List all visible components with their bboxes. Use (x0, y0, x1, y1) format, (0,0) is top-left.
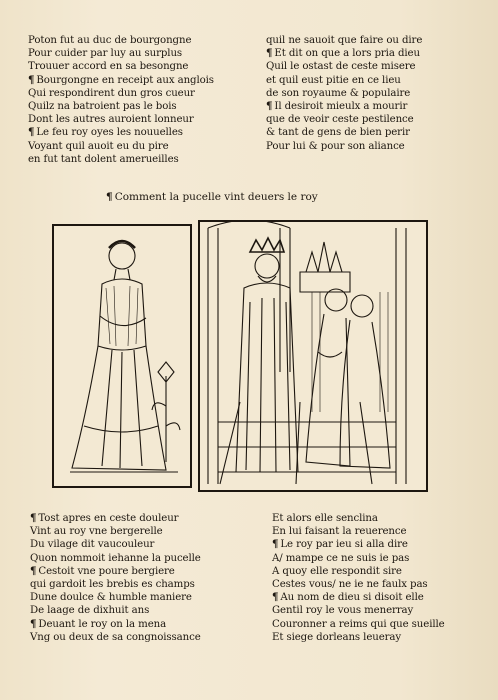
text-column-bottom-right (272, 512, 445, 644)
pilcrow-mark: ¶ (266, 100, 273, 113)
verse-line (266, 74, 422, 87)
pilcrow-mark: ¶ (266, 47, 273, 60)
text-column-top-left (28, 34, 214, 166)
verse-text: Dune doulce & humble maniere (30, 592, 192, 604)
verse-line (28, 60, 214, 73)
verse-text: Pour cuider par luy au surplus (28, 48, 183, 60)
verse-line (272, 591, 445, 604)
verse-line (28, 113, 214, 126)
woodcut-maiden (52, 224, 192, 488)
pilcrow-mark: ¶ (28, 126, 35, 139)
verse-line (30, 512, 201, 525)
verse-text: que de veoir ceste pestilence (266, 114, 414, 126)
verse-text: En lui faisant la reuerence (272, 526, 407, 538)
verse-text: Et siege dorleans leueray (272, 631, 402, 643)
pilcrow-mark: ¶ (30, 564, 37, 577)
verse-line (30, 565, 201, 578)
verse-text: en fut tant dolent amerueilles (28, 153, 179, 165)
verse-line (272, 538, 445, 551)
verse-text: de son royaume & populaire (266, 87, 411, 99)
woodcut-king-illustration (200, 222, 426, 490)
verse-line (272, 618, 445, 631)
verse-line (266, 100, 422, 113)
verse-text: Gentil roy le vous menerray (272, 605, 414, 617)
verse-line (30, 525, 201, 538)
verse-text: Voyant quil auoit eu du pire (28, 140, 169, 152)
pilcrow-mark: ¶ (272, 538, 279, 551)
pilcrow-mark: ¶ (106, 191, 113, 203)
verse-text: Le roy par ieu si alla dire (280, 539, 408, 551)
verse-line (28, 140, 214, 153)
verse-text: Quil le ostast de ceste misere (266, 61, 416, 73)
verse-line (30, 538, 201, 551)
pilcrow-mark: ¶ (28, 73, 35, 86)
verse-line (266, 34, 422, 47)
verse-text: Et dit on que a lors pria dieu (274, 48, 420, 60)
verse-text: Du vilage dit vaucouleur (30, 539, 155, 551)
verse-text: Quilz na batroient pas le bois (28, 101, 177, 113)
verse-line (272, 512, 445, 525)
verse-line (30, 591, 201, 604)
verse-text: De laage de dixhuit ans (30, 605, 150, 617)
verse-line (266, 60, 422, 73)
pilcrow-mark: ¶ (272, 591, 279, 604)
verse-line (266, 126, 422, 139)
verse-line (30, 578, 201, 591)
verse-line (272, 578, 445, 591)
verse-text: Quon nommoit iehanne la pucelle (30, 552, 201, 564)
verse-line (266, 113, 422, 126)
verse-text: Vint au roy vne bergerelle (30, 526, 163, 538)
verse-text: Cestoit vne poure bergiere (38, 565, 175, 577)
verse-text: Trouuer accord en sa besongne (28, 61, 189, 73)
verse-text: & tant de gens de bien perir (266, 127, 410, 139)
woodcut-maiden-illustration (54, 226, 190, 486)
chapter-heading-text: Comment la pucelle vint deuers le roy (114, 191, 318, 203)
verse-line (272, 604, 445, 617)
verse-line (28, 87, 214, 100)
verse-line (272, 631, 445, 644)
verse-line (272, 525, 445, 538)
pilcrow-mark: ¶ (30, 617, 37, 630)
verse-line (272, 552, 445, 565)
woodcut-king-audience (198, 220, 428, 492)
verse-text: Tost apres en ceste douleur (38, 513, 179, 524)
verse-text: Et alors elle senclina (272, 513, 378, 524)
verse-text: A/ mampe ce ne suis ie pas (272, 552, 410, 564)
verse-text: Poton fut au duc de bourgongne (28, 35, 192, 46)
verse-line (266, 47, 422, 60)
verse-line (28, 126, 214, 139)
verse-line (30, 631, 201, 644)
verse-line (266, 140, 422, 153)
verse-text: Cestes vous/ ne ie ne faulx pas (272, 579, 428, 591)
pilcrow-mark: ¶ (30, 512, 37, 524)
verse-text: Couronner a reims qui que sueille (272, 618, 445, 630)
verse-text: Qui respondirent dun gros cueur (28, 87, 195, 99)
chapter-heading (106, 191, 318, 203)
text-column-top-right (266, 34, 422, 153)
verse-text: A quoy elle respondit sire (272, 565, 402, 577)
verse-line (28, 74, 214, 87)
verse-text: Vng ou deux de sa congnoissance (30, 631, 201, 643)
verse-line (28, 153, 214, 166)
verse-text: Il desiroit mieulx a mourir (274, 101, 408, 113)
verse-line (30, 618, 201, 631)
verse-line (272, 565, 445, 578)
verse-text: Au nom de dieu si disoit elle (280, 592, 424, 604)
verse-text: Deuant le roy on la mena (38, 618, 167, 630)
verse-line (28, 100, 214, 113)
verse-line (28, 34, 214, 47)
verse-text: et quil eust pitie en ce lieu (266, 74, 401, 86)
verse-line (28, 47, 214, 60)
verse-text: Pour lui & pour son aliance (266, 140, 405, 152)
verse-text: qui gardoit les brebis es champs (30, 579, 195, 591)
verse-line (266, 87, 422, 100)
verse-text: Dont les autres auroient lonneur (28, 114, 194, 126)
verse-text: Le feu roy oyes les nouuelles (36, 127, 183, 139)
verse-line (30, 552, 201, 565)
verse-text: quil ne sauoit que faire ou dire (266, 35, 423, 46)
text-column-bottom-left (30, 512, 201, 644)
verse-text: Bourgongne en receipt aux anglois (36, 74, 214, 86)
verse-line (30, 604, 201, 617)
